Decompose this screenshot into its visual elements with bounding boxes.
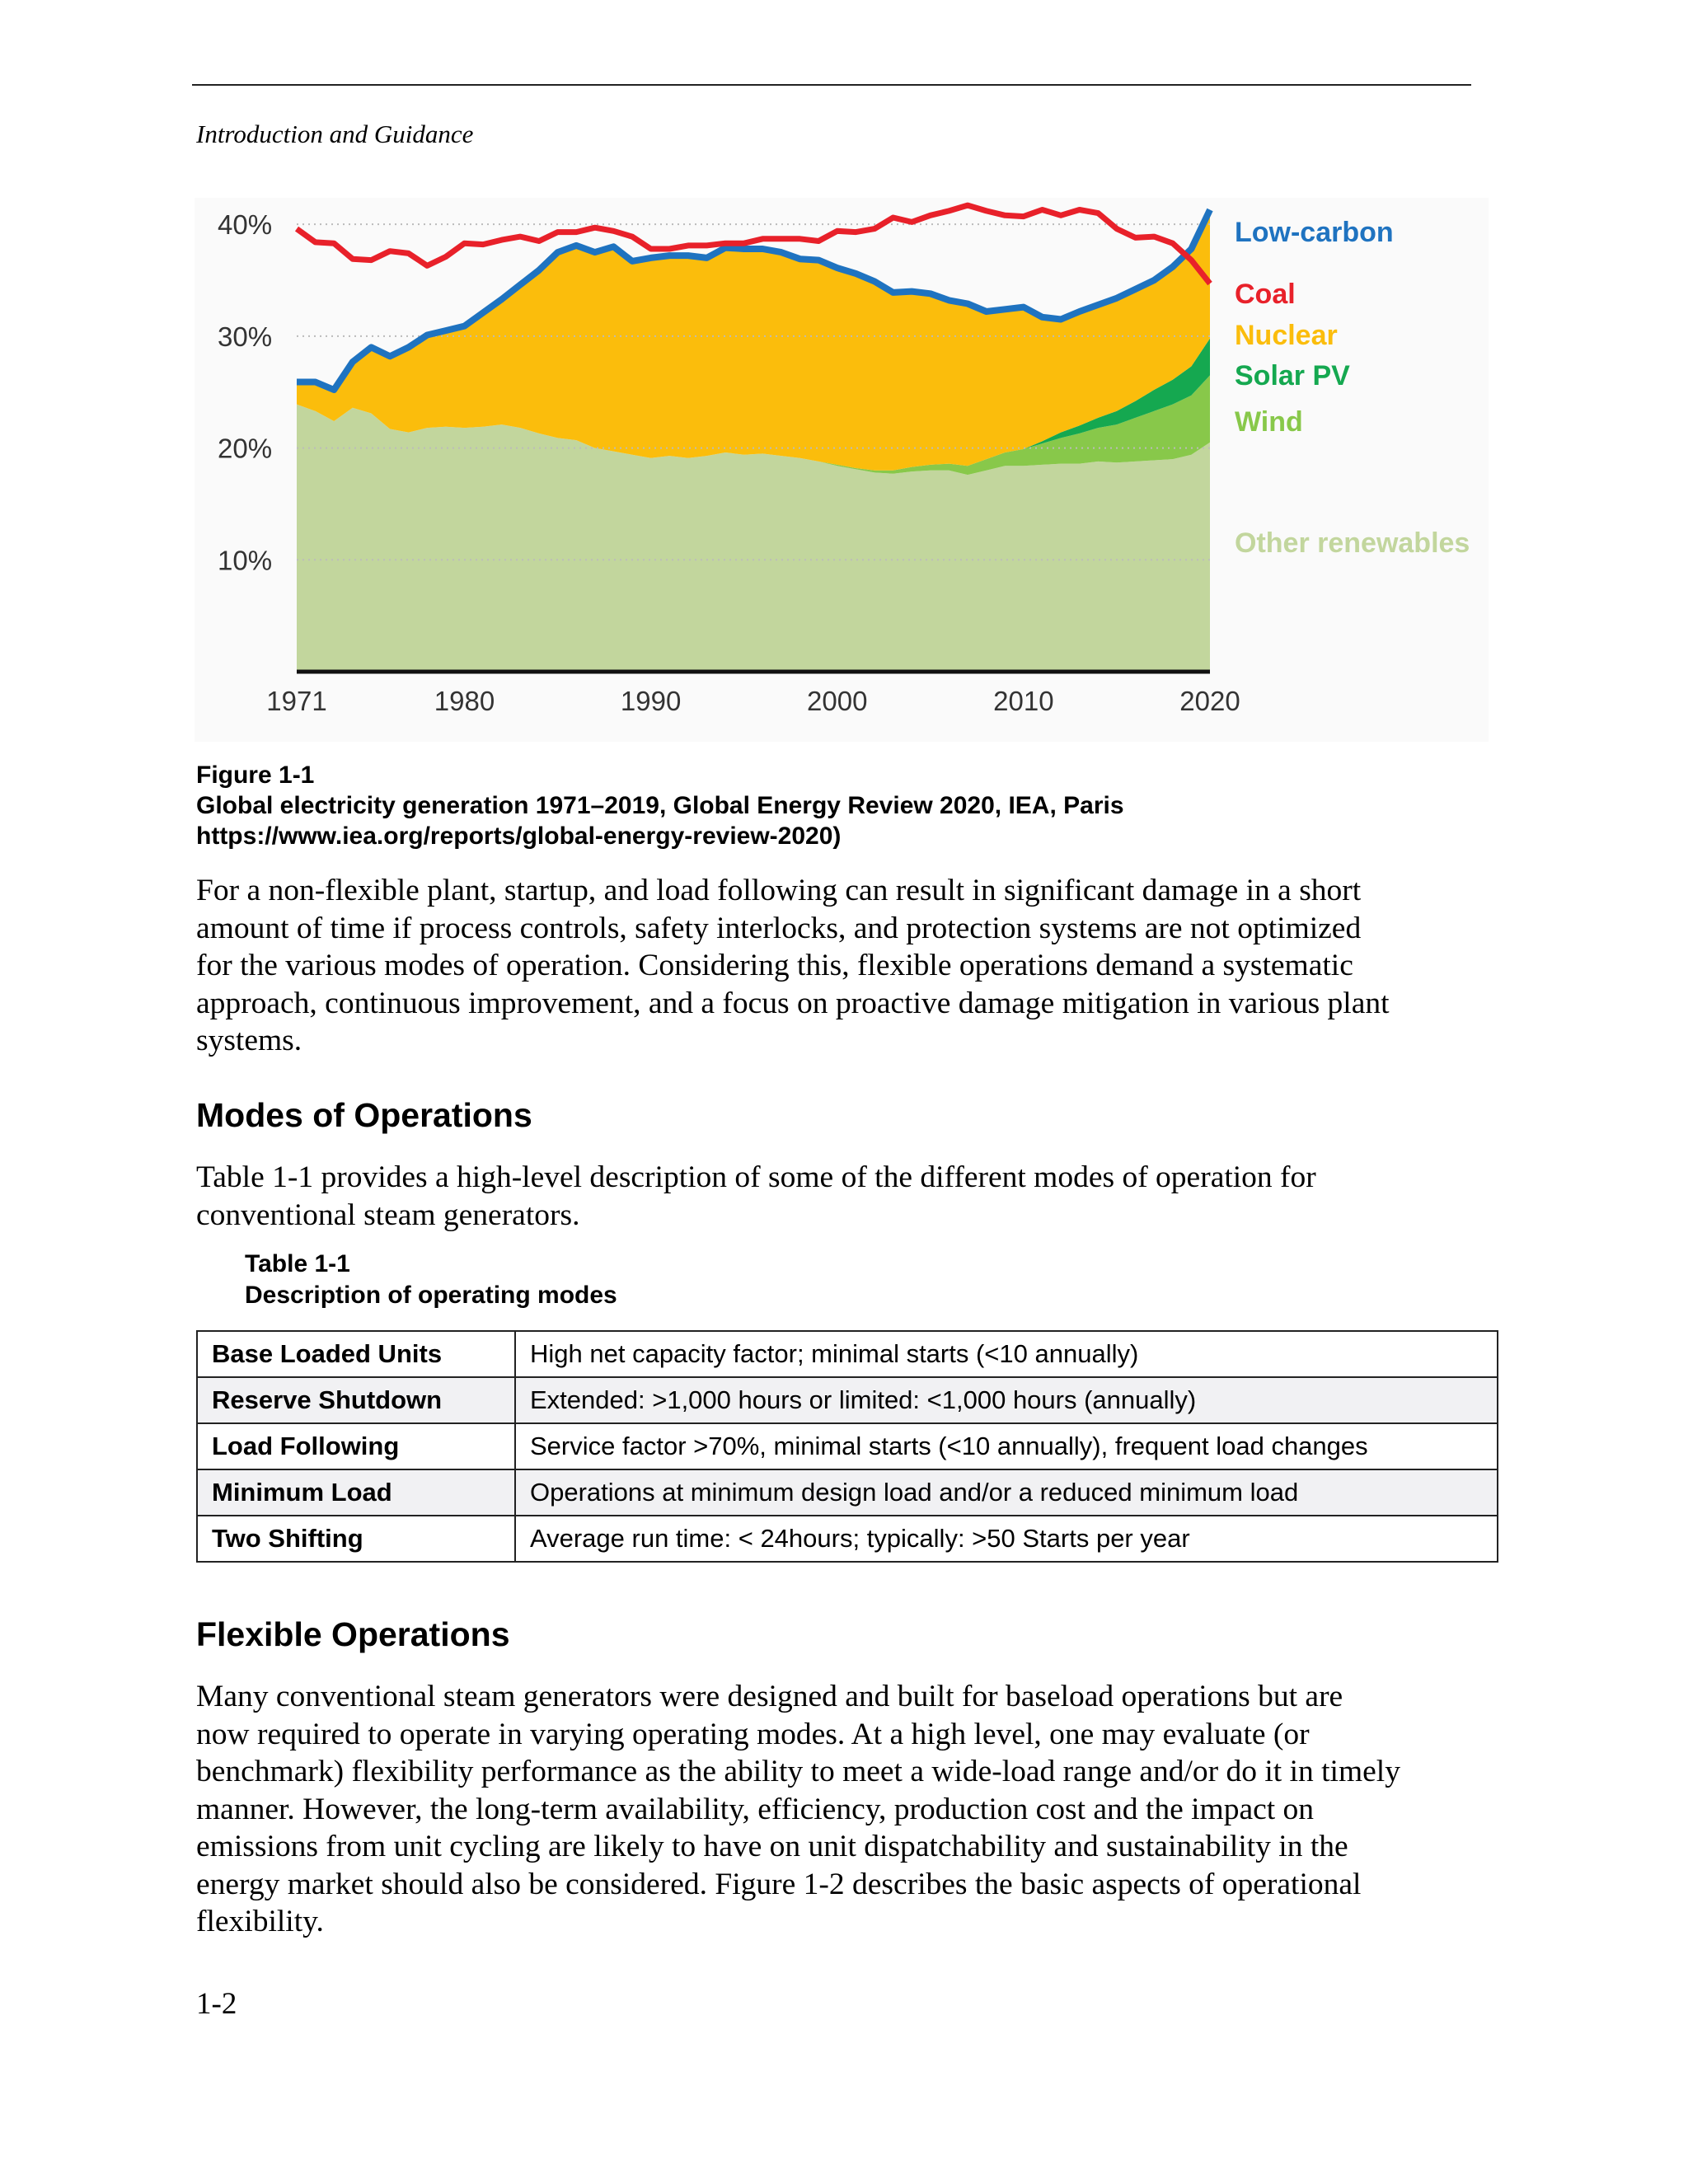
description-cell: High net capacity factor; minimal starts (<10 annually) — [515, 1331, 1498, 1377]
chart-legend — [1235, 217, 1470, 559]
legend-nuclear: Nuclear — [1235, 320, 1338, 351]
text-line: For a non-flexible plant, startup, and load following can result in significant damage in a short — [196, 874, 1362, 907]
mode-cell: Two Shifting — [197, 1516, 515, 1562]
description-cell: Service factor >70%, minimal starts (<10 annually), frequent load changes — [515, 1423, 1498, 1469]
figure-1-1 — [195, 198, 1489, 742]
operating-modes-table — [196, 1330, 1498, 1563]
paragraph-3 — [196, 1678, 1515, 1941]
table-row — [197, 1469, 1498, 1516]
figure-title: Global electricity generation 1971–2019, Global Energy Review 2020, IEA, Paris — [196, 792, 1124, 819]
mode-cell: Reserve Shutdown — [197, 1377, 515, 1423]
text-line: Many conventional steam generators were designed and built for baseload operations but are — [196, 1680, 1343, 1713]
text-line: for the various modes of operation. Considering this, flexible operations demand a systematic — [196, 949, 1353, 982]
figure-label: Figure 1-1 — [196, 762, 315, 789]
text-line: approach, continuous improvement, and a focus on proactive damage mitigation in various plant — [196, 986, 1390, 1020]
x-axis-ticks — [266, 686, 1240, 716]
text-line: emissions from unit cycling are likely to have on unit dispatchability and sustainability in the — [196, 1830, 1348, 1863]
figure-source: https://www.iea.org/reports/global-energy-review-2020) — [196, 823, 842, 850]
table-row — [197, 1377, 1498, 1423]
text-line: benchmark) flexibility performance as the ability to meet a wide-load range and/or do it in timely — [196, 1755, 1400, 1788]
x-tick-label: 1990 — [620, 686, 682, 716]
table-title: Description of operating modes — [245, 1282, 617, 1309]
table-row — [197, 1516, 1498, 1562]
text-line: Table 1-1 provides a high-level description of some of the different modes of operation for — [196, 1160, 1316, 1194]
running-head: Introduction and Guidance — [196, 120, 474, 148]
legend-other-renewables: Other renewables — [1235, 527, 1470, 559]
table-caption — [245, 1249, 617, 1311]
text-line: amount of time if process controls, safety interlocks, and protection systems are not optimized — [196, 911, 1362, 945]
y-tick-label: 30% — [218, 321, 273, 352]
description-cell: Operations at minimum design load and/or a reduced minimum load — [515, 1469, 1498, 1516]
mode-cell: Minimum Load — [197, 1469, 515, 1516]
legend-coal: Coal — [1235, 279, 1296, 310]
text-line: systems. — [196, 1024, 302, 1057]
legend-low-carbon: Low-carbon — [1235, 217, 1394, 248]
text-line: flexibility. — [196, 1905, 324, 1938]
y-tick-label: 10% — [218, 545, 273, 576]
electricity-generation-chart — [195, 198, 1489, 742]
text-line: conventional steam generators. — [196, 1197, 580, 1232]
mode-cell: Load Following — [197, 1423, 515, 1469]
page-number: 1-2 — [196, 1987, 237, 2021]
legend-solar-pv: Solar PV — [1235, 360, 1350, 391]
header-rule — [192, 84, 1471, 86]
description-cell: Average run time: < 24hours; typically: >50 Starts per year — [515, 1516, 1498, 1562]
text-line: manner. However, the long-term availability, efficiency, production cost and the impact on — [196, 1792, 1315, 1826]
y-axis-ticks — [218, 209, 272, 575]
x-tick-label: 2020 — [1179, 686, 1240, 716]
x-tick-label: 2000 — [807, 686, 868, 716]
x-tick-label: 2010 — [993, 686, 1054, 716]
y-tick-label: 40% — [218, 209, 273, 241]
table-label: Table 1-1 — [245, 1250, 350, 1277]
table-row — [197, 1423, 1498, 1469]
paragraph-2 — [196, 1159, 1515, 1234]
text-line: now required to operate in varying operating modes. At a high level, one may evaluate (or — [196, 1717, 1310, 1751]
chart-areas — [297, 210, 1210, 673]
paragraph-1 — [196, 872, 1515, 1060]
legend-wind: Wind — [1235, 406, 1303, 438]
figure-caption — [196, 760, 1515, 851]
table-row — [197, 1331, 1498, 1377]
y-tick-label: 20% — [218, 433, 273, 464]
x-tick-label: 1980 — [434, 686, 495, 716]
x-tick-label: 1971 — [266, 686, 327, 716]
heading-modes-of-operations: Modes of Operations — [196, 1096, 532, 1134]
heading-flexible-operations: Flexible Operations — [196, 1615, 510, 1653]
mode-cell: Base Loaded Units — [197, 1331, 515, 1377]
description-cell: Extended: >1,000 hours or limited: <1,000 hours (annually) — [515, 1377, 1498, 1423]
text-line: energy market should also be considered. Figure 1-2 describes the basic aspects of operational — [196, 1867, 1362, 1901]
